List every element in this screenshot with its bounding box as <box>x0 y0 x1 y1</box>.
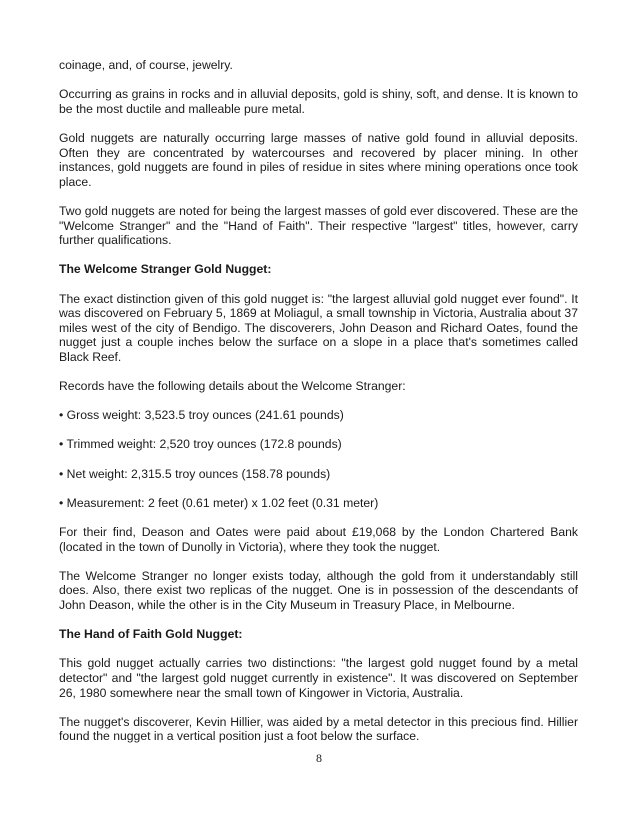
paragraph-coinage: coinage, and, of course, jewelry. <box>59 58 233 72</box>
paragraph-exact-distinction: The exact distinction given of this gold nugget is: "the largest alluvial gold nugget ever found". It was discovered on February 5, 1869 at Moliagul, a small township in Victoria, Australia about 37 miles west of the city of Bendigo. The discoverers, John Deason and Richard Oates, found the nugget just a couple inches below the surface on a slope in a place that's sometimes called Black Reef. <box>59 291 578 364</box>
bullet-icon: • <box>59 466 64 481</box>
bullet-icon: • <box>59 437 64 452</box>
paragraph-discoverer: The nugget's discoverer, Kevin Hillier, was aided by a metal detector in this precious find. Hillier found the nugget in a vertical position just a foot below the surface. <box>59 714 578 744</box>
paragraph-no-longer-exists: The Welcome Stranger no longer exists today, although the gold from it understandably still does. Also, there exist two replicas of the nugget. One is in possession of the descendants of John Deason, while the other is in the City Museum in Treasury Place, in Melbourne. <box>59 568 578 612</box>
document-page <box>59 58 578 759</box>
page-number: 8 <box>316 751 322 765</box>
bullet-measurement-text: Measurement: 2 feet (0.61 meter) x 1.02 feet (0.31 meter) <box>66 495 379 510</box>
bullet-gross-weight <box>59 408 578 423</box>
paragraph-occurring: Occurring as grains in rocks and in alluvial deposits, gold is shiny, soft, and dense. It is known to be the most ductile and malleable pure metal. <box>59 87 578 116</box>
bullet-icon: • <box>59 408 64 423</box>
bullet-trimmed-weight-text: Trimmed weight: 2,520 troy ounces (172.8 pounds) <box>66 437 342 452</box>
bullet-trimmed-weight <box>59 437 578 452</box>
paragraph-gold-nuggets: Gold nuggets are naturally occurring large masses of native gold found in alluvial deposits. Often they are concentrated by watercourses and recovered by placer mining. In other instances, gold nuggets are found in piles of residue in sites where mining operations once took place. <box>59 130 578 189</box>
bullet-measurement <box>59 496 578 511</box>
paragraph-for-their-find: For their find, Deason and Oates were paid about £19,068 by the London Chartered Bank (located in the town of Dunolly in Victoria), where they took the nugget. <box>59 525 578 554</box>
paragraph-two-nuggets: Two gold nuggets are noted for being the largest masses of gold ever discovered. These are the "Welcome Stranger" and the "Hand of Faith". Their respective "largest" titles, however, carry further qualifications. <box>59 203 578 248</box>
paragraph-two-distinctions: This gold nugget actually carries two distinctions: "the largest gold nugget found by a metal detector" and "the largest gold nugget currently in existence". It was discovered on September 26, 1980 somewhere near the small town of Kingower in Victoria, Australia. <box>59 656 578 700</box>
paragraph-records: Records have the following details about the Welcome Stranger: <box>59 379 406 394</box>
heading-welcome-stranger: The Welcome Stranger Gold Nugget: <box>59 262 272 277</box>
bullet-net-weight-text: Net weight: 2,315.5 troy ounces (158.78 pounds) <box>66 466 331 481</box>
bullet-icon: • <box>59 495 64 510</box>
bullet-net-weight <box>59 467 578 482</box>
heading-hand-of-faith: The Hand of Faith Gold Nugget: <box>59 627 243 642</box>
bullet-gross-weight-text: Gross weight: 3,523.5 troy ounces (241.61 pounds) <box>66 408 344 423</box>
